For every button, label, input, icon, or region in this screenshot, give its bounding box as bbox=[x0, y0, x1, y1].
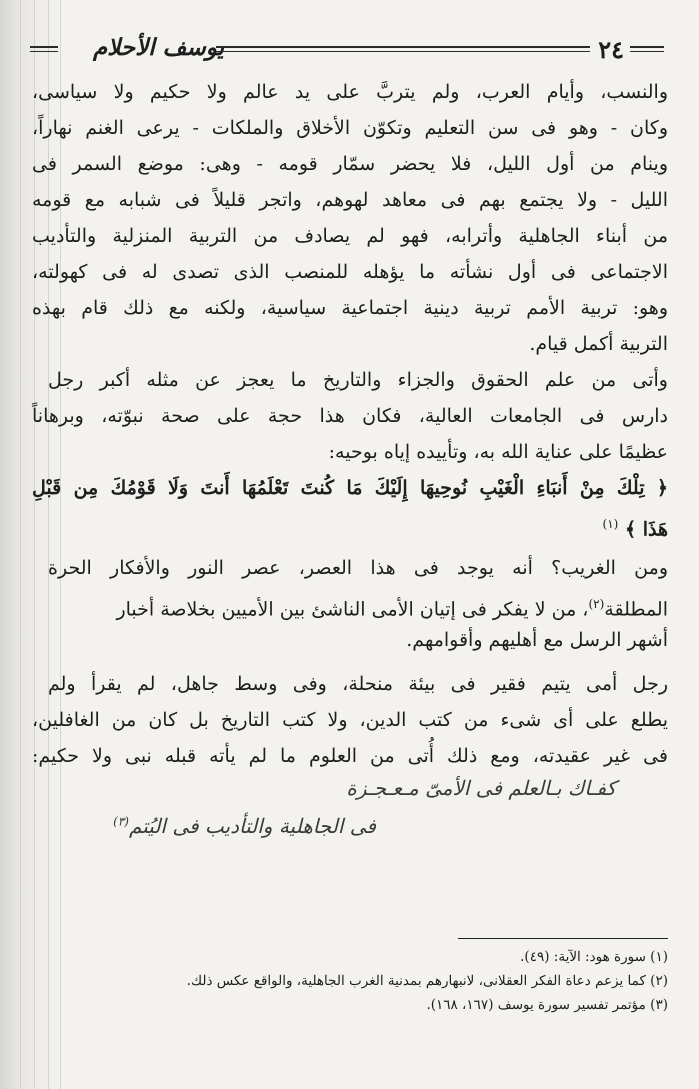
text-line: وأتى من علم الحقوق والجزاء والتاريخ ما يعجز عن مثله أكبر رجل bbox=[48, 369, 668, 391]
text-line: دارس فى الجامعات العالية، فكان هذا حجة على صحة نبوّته، وبرهاناً bbox=[32, 405, 668, 427]
footnote: (٢) كما يزعم دعاة الفكر العقلانى، لانبهارهم بمدنية الغرب الجاهلية، والواقع عكس ذلك. bbox=[186, 973, 668, 989]
poem-text: فى الجاهلية والتأديب فى اليُتم bbox=[128, 814, 376, 838]
quran-line-end bbox=[603, 506, 668, 542]
text-line: الليل - ولا يجتمع بهم فى معاهد لهوهم، واتجر قليلاً فى شبابه مع قومه bbox=[32, 189, 668, 211]
text-line: التربية أكمل قيام. bbox=[529, 333, 668, 355]
text-line: أشهر الرسل مع أهليهم وأقوامهم. bbox=[406, 629, 668, 651]
poem-line-with-ref bbox=[113, 814, 376, 838]
footnote-marker: (٣) bbox=[113, 814, 129, 829]
text-line: الاجتماعى فى أول نشأته ما يؤهله للمنصب الذى تصدى له فى كهولته، bbox=[32, 261, 668, 283]
text-line: فى غير عقيدته، ومع ذلك أُتى من العلوم ما لم يأته قبله نبى ولا حكيم: bbox=[32, 745, 668, 767]
text-line: وينام من أول الليل، فلا يحضر سمّار قومه - وهى: موضع السمر فى bbox=[32, 153, 668, 175]
running-header bbox=[28, 30, 668, 70]
spine-line bbox=[20, 0, 21, 1089]
text-line: رجل أمى يتيم فقير فى بيئة منحلة، وفى وسط جاهل، لم يقرأ ولم bbox=[48, 673, 668, 695]
text-span: المطلقة bbox=[604, 598, 668, 621]
running-title: يوسف الأحلام bbox=[92, 34, 224, 61]
footnote-marker: (١) bbox=[602, 517, 619, 531]
text-line: يطلع على أى شىء من كتب الدين، ولا كتب التاريخ بل كان من الغافلين، bbox=[32, 709, 668, 731]
footnote-separator bbox=[458, 938, 668, 939]
text-line: من أبناء الجاهلية وأترابه، فهو لم يصادف من التربية المنزلية والتأديب bbox=[32, 225, 668, 247]
quran-line: ﴿ تِلْكَ مِنْ أَنبَاءِ الْغَيْبِ نُوحِيهَا إِلَيْكَ مَا كُنتَ تَعْلَمُهَا أَنتَ وَلَا قَوْمُكَ مِن قَبْلِ bbox=[32, 477, 668, 499]
book-page bbox=[28, 30, 668, 1070]
footnote: (١) سورة هود: الآية: (٤٩). bbox=[520, 949, 668, 965]
footnote-marker: (٢) bbox=[588, 597, 605, 611]
text-line: وكان - وهو فى سن التعليم وتكوّن الأخلاق والملكات - يرعى الغنم نهاراً، bbox=[32, 117, 668, 139]
text-line: وهو: تربية الأمم تربية دينية اجتماعية سياسية، ولكنه مع ذلك قام بهذه bbox=[32, 297, 668, 319]
text-line-with-ref bbox=[32, 586, 668, 622]
header-rule-right bbox=[630, 46, 664, 52]
text-line: عظيمًا على عناية الله به، وتأييده إياه بوحيه: bbox=[328, 441, 668, 463]
header-rule-middle bbox=[216, 46, 590, 52]
text-line: والنسب، وأيام العرب، ولم يتربَّ على يد عالم ولا حكيم ولا سياسى، bbox=[32, 81, 668, 103]
poem-line: كفـاك بـالعلم فى الأمىّ مـعـجـزة bbox=[346, 776, 616, 800]
text-span: ، من لا يفكر فى إتيان الأمى الناشئ بين الأميين بخلاصة أخبار bbox=[116, 598, 589, 621]
footnote: (٣) مؤتمر تفسير سورة يوسف (١٦٧، ١٦٨). bbox=[426, 997, 668, 1013]
text-line: ومن الغريب؟ أنه يوجد فى هذا العصر، عصر النور والأفكار الحرة bbox=[48, 557, 668, 579]
quran-text: هَذَا ﴾ bbox=[624, 518, 668, 541]
header-rule-left bbox=[30, 46, 58, 52]
page-number: ٢٤ bbox=[598, 35, 624, 64]
